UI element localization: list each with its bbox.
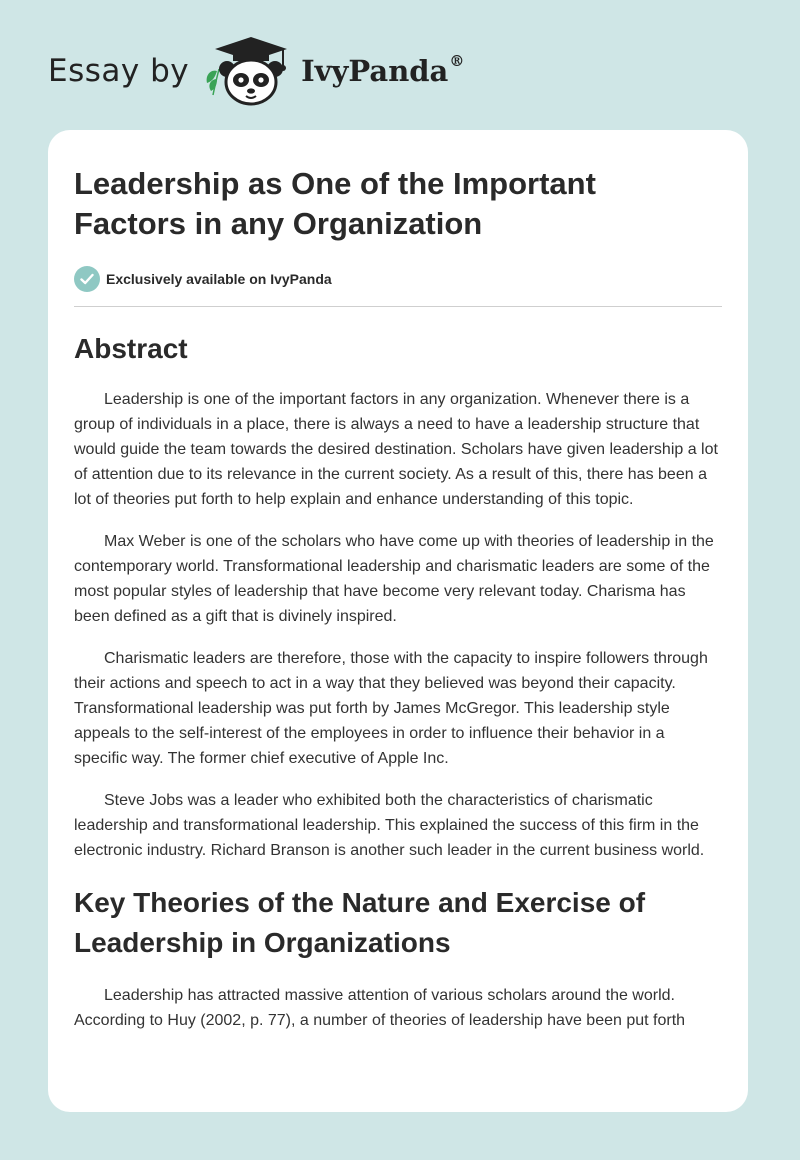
exclusive-badge (74, 266, 722, 292)
check-circle-icon (74, 266, 100, 292)
brand-name[interactable] (301, 54, 464, 88)
paragraph: Leadership has attracted massive attention of various scholars around the world. According to Huy (2002, p. 77), a number of theories of leadership have been put forth (74, 987, 686, 1029)
site-header (48, 36, 464, 106)
paragraph: Steve Jobs was a leader who exhibited both the characteristics of charismatic leadership and transformational leadership. This explained the success of this firm in the electronic industry. Richard Branson is another such leader in the current business world. (74, 792, 705, 859)
registered-mark: ® (449, 52, 465, 70)
panda-graduation-cap-logo-icon[interactable] (203, 35, 295, 107)
abstract-body (74, 387, 722, 863)
paragraph: Max Weber is one of the scholars who have come up with theories of leadership in the contemporary world. Transformational leadership and charismatic leaders are some of the most popular styles of leadership that have become very relevant today. Charisma has been defined as a gift that is divinely inspired. (74, 533, 714, 625)
essay-title: Leadership as One of the Important Factors in any Organization (74, 166, 596, 241)
essay-card (48, 130, 748, 1112)
title-divider (74, 306, 722, 307)
section-heading-key-theories: Key Theories of the Nature and Exercise of Leadership in Organizations (74, 887, 646, 958)
exclusive-badge-label: Exclusively available on IvyPanda (106, 271, 332, 287)
paragraph: Leadership is one of the important factors in any organization. Whenever there is a group of individuals in a place, there is always a need to have a leadership structure that would guide the team towards the desired destination. Scholars have given leadership a lot of attention due to its relevance in the current society. As a result of this, there has been a lot of theories put forth to help explain and enhance understanding of this topic. (74, 391, 718, 508)
paragraph: Charismatic leaders are therefore, those with the capacity to inspire followers through their actions and speech to act in a way that they believed was beyond their capacity. Transformational leadership was put forth by James McGregor. This leadership style appeals to the self-interest of the employees in order to influence their behavior in a specific way. The former chief executive of Apple Inc. (74, 650, 708, 767)
section-heading-abstract: Abstract (74, 333, 188, 364)
key-theories-body (74, 983, 722, 1033)
essay-by-label: Essay by (48, 53, 190, 89)
brand-text: IvyPanda (301, 54, 449, 88)
